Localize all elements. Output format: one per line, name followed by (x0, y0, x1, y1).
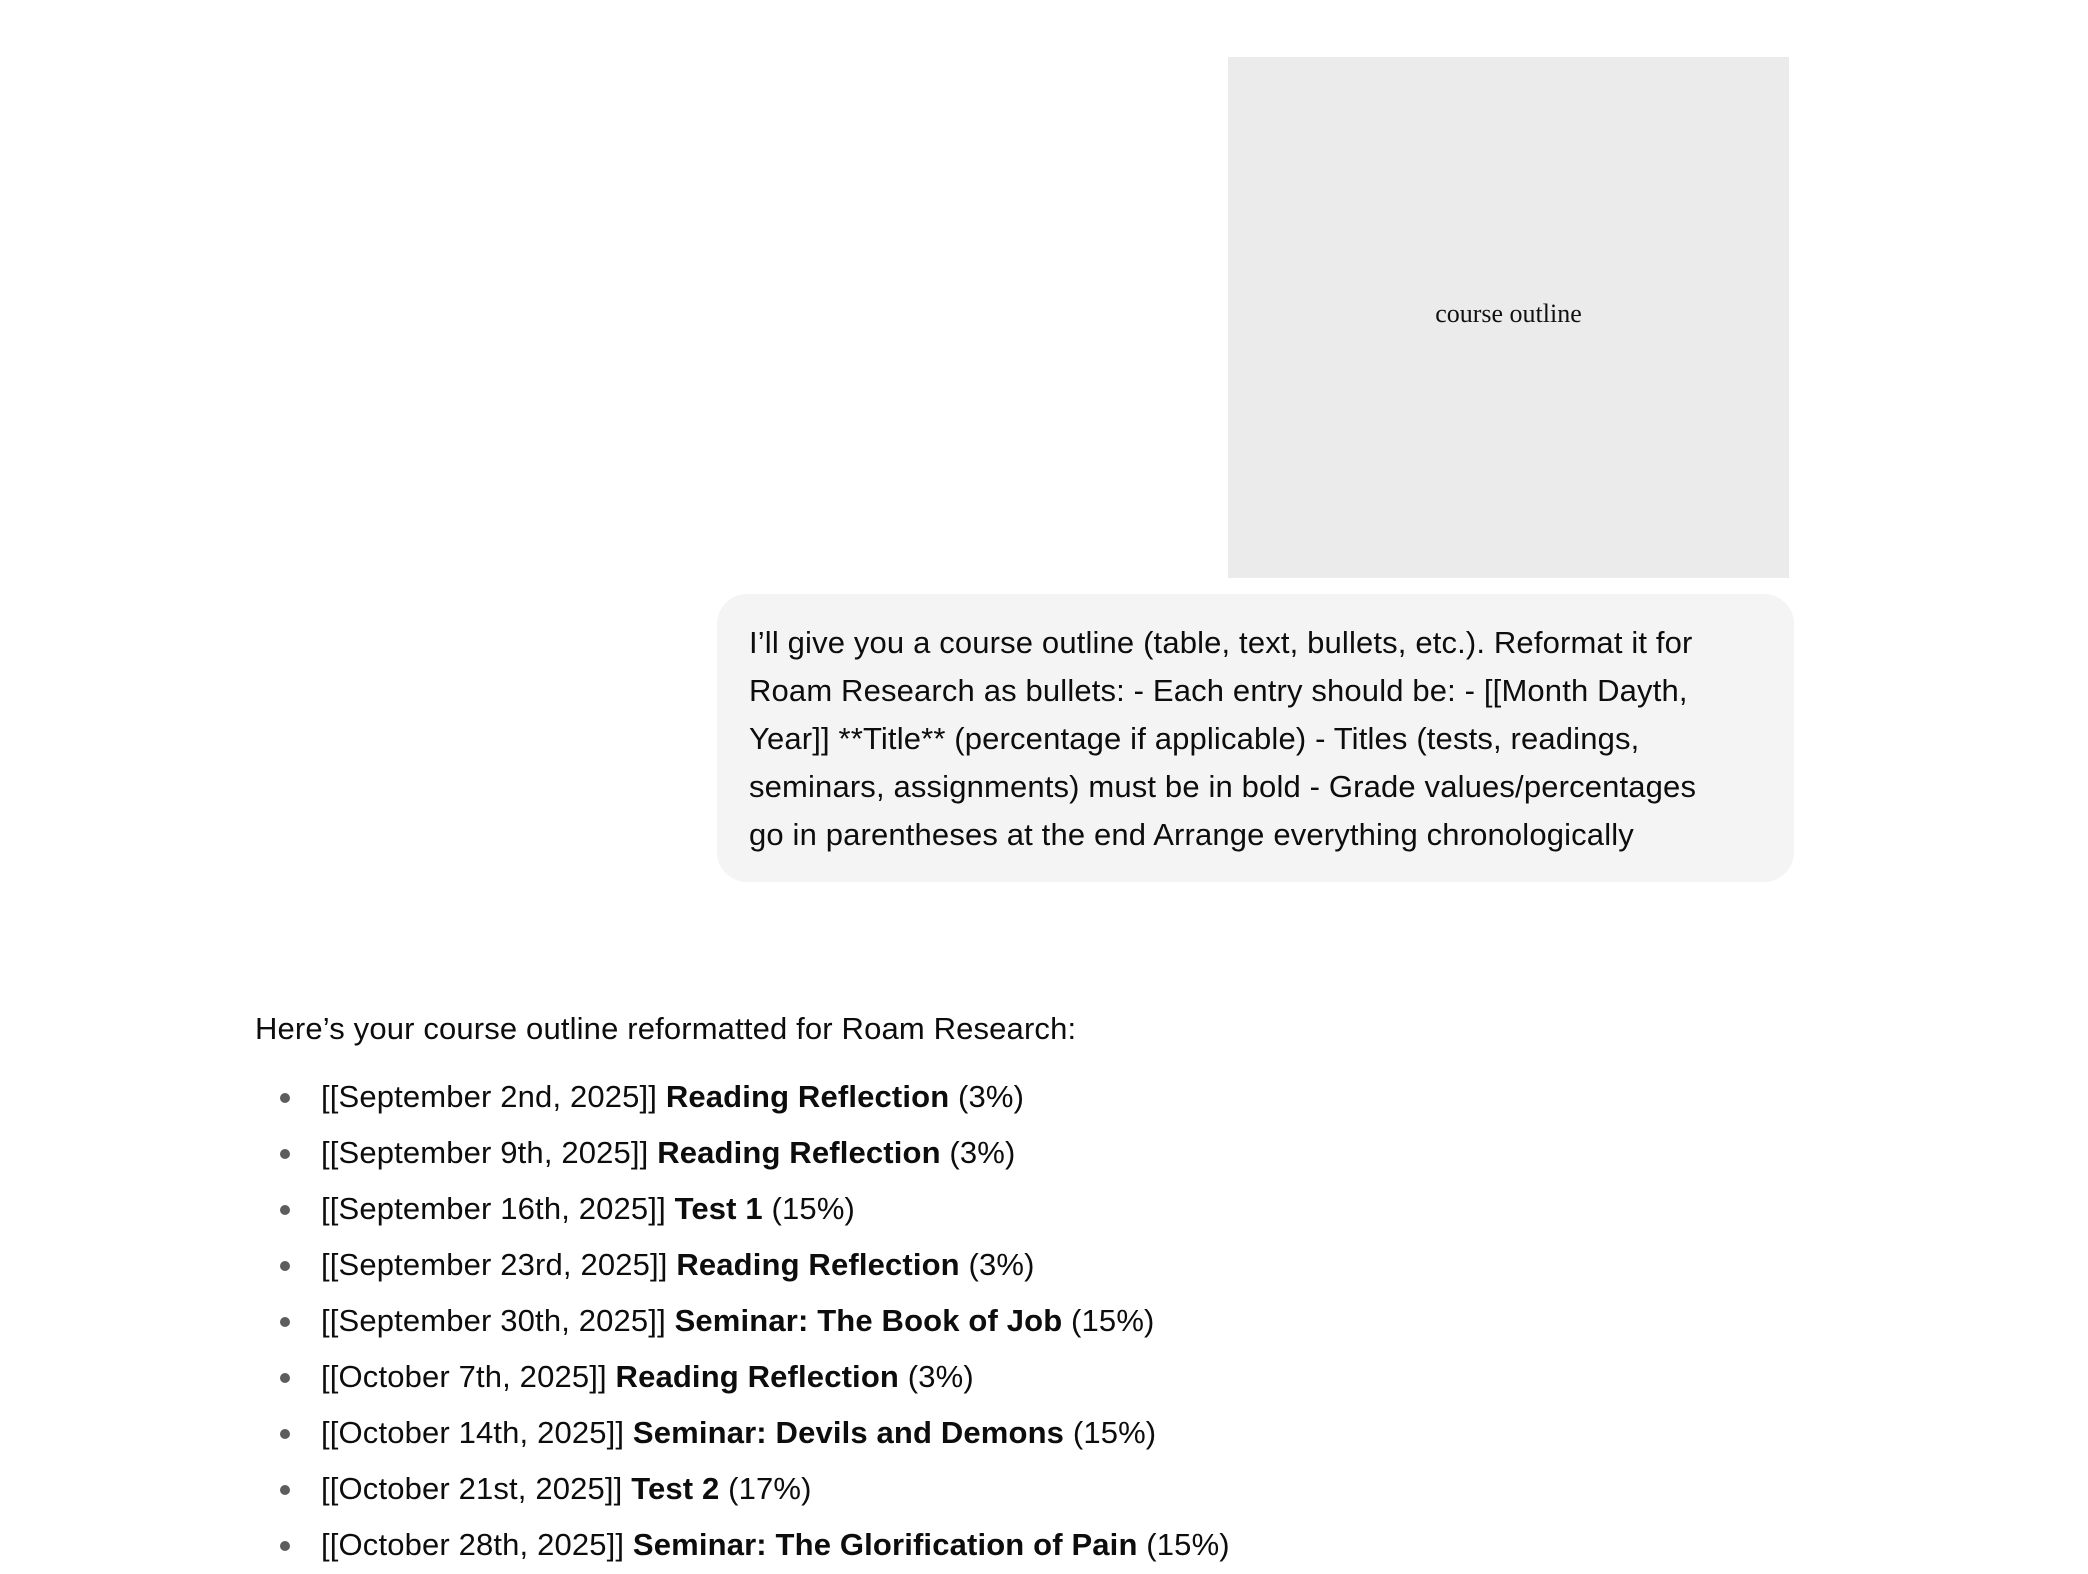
list-item (255, 1461, 1815, 1517)
list-item (255, 1125, 1815, 1181)
bullet-dot-icon (280, 1093, 290, 1103)
item-percentage: (17%) (719, 1471, 812, 1506)
bullet-dot-icon (280, 1485, 290, 1495)
item-date: [[October 21st, 2025]] (321, 1471, 632, 1506)
item-percentage: (3%) (899, 1359, 974, 1394)
bullet-dot-icon (280, 1149, 290, 1159)
item-title: Seminar: The Glorification of Pain (632, 1527, 1138, 1562)
user-message-bubble (717, 594, 1794, 882)
item-date: [[September 9th, 2025]] (321, 1135, 658, 1170)
course-outline-list (255, 1069, 1815, 1573)
item-date: [[October 7th, 2025]] (321, 1359, 616, 1394)
item-date: [[September 23rd, 2025]] (321, 1247, 677, 1282)
item-date: [[September 16th, 2025]] (321, 1191, 675, 1226)
item-date: [[October 14th, 2025]] (321, 1415, 633, 1450)
item-percentage: (3%) (940, 1135, 1016, 1170)
list-item (255, 1069, 1815, 1125)
item-percentage: (15%) (1062, 1303, 1155, 1338)
item-percentage: (15%) (1064, 1415, 1157, 1450)
list-item (255, 1293, 1815, 1349)
item-title: Reading Reflection (665, 1079, 950, 1114)
bullet-dot-icon (280, 1373, 290, 1383)
attached-image-alt-text: course outline (1435, 299, 1582, 328)
item-date: [[October 28th, 2025]] (321, 1527, 633, 1562)
assistant-message (255, 1005, 1815, 1573)
item-title: Test 1 (674, 1191, 763, 1226)
list-item (255, 1181, 1815, 1237)
item-title: Reading Reflection (676, 1247, 960, 1282)
list-item (255, 1517, 1815, 1573)
item-title: Seminar: The Book of Job (674, 1303, 1063, 1338)
item-percentage: (3%) (959, 1247, 1035, 1282)
item-percentage: (15%) (762, 1191, 856, 1226)
bullet-dot-icon (280, 1317, 290, 1327)
list-item (255, 1237, 1815, 1293)
list-item (255, 1349, 1815, 1405)
item-title: Reading Reflection (657, 1135, 941, 1170)
item-date: [[September 2nd, 2025]] (321, 1079, 666, 1114)
item-percentage: (3%) (949, 1079, 1025, 1114)
bullet-dot-icon (280, 1261, 290, 1271)
item-percentage: (15%) (1137, 1527, 1230, 1562)
item-title: Reading Reflection (615, 1359, 899, 1394)
item-title: Seminar: Devils and Demons (632, 1415, 1065, 1450)
bullet-dot-icon (280, 1429, 290, 1439)
assistant-intro-text: Here’s your course outline reformatted for Roam Research: (255, 1011, 1077, 1046)
attached-image[interactable] (1228, 57, 1789, 578)
item-date: [[September 30th, 2025]] (321, 1303, 675, 1338)
list-item (255, 1405, 1815, 1461)
bullet-dot-icon (280, 1205, 290, 1215)
bullet-dot-icon (280, 1541, 290, 1551)
item-title: Test 2 (631, 1471, 720, 1506)
user-message-text: I’ll give you a course outline (table, text, bullets, etc.). Reformat it for Roam Research as bullets: - Each entry should be: - [[Month Dayth, Year]] **Title** (percentage if applicable) - Titles (tests, readings, seminars, assignments) must be in bold - Grade values/percentages go in parentheses at the end Arrange everything chronologically (749, 625, 1697, 852)
